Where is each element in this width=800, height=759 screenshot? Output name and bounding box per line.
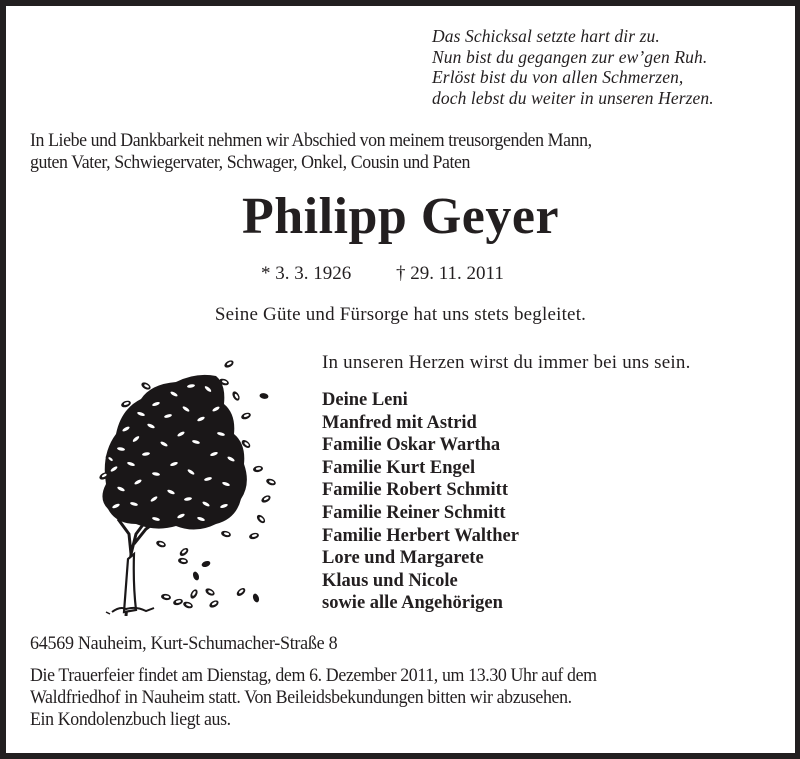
- mourner: Lore und Margarete: [322, 548, 484, 569]
- tree-with-falling-leaves-icon: [96, 354, 286, 616]
- closing-sentiment: In unseren Herzen wirst du immer bei uns sein.: [322, 352, 691, 373]
- obituary-notice: [6, 6, 795, 753]
- mourner: Klaus und Nicole: [322, 570, 458, 591]
- mourner: sowie alle Angehörigen: [322, 593, 503, 614]
- birth-date: * 3. 3. 1926: [261, 263, 352, 284]
- mourners-list: [322, 389, 519, 615]
- mourner: Familie Herbert Walther: [322, 525, 519, 546]
- life-dates: [261, 262, 504, 286]
- mourner: Manfred mit Astrid: [322, 412, 477, 433]
- mourner: Familie Robert Schmitt: [322, 480, 508, 501]
- mourner: Familie Oskar Wartha: [322, 435, 501, 456]
- intro-line: In Liebe und Dankbarkeit nehmen wir Abschied von meinem treusorgenden Mann,: [30, 130, 592, 151]
- intro-line: guten Vater, Schwiegervater, Schwager, Onkel, Cousin und Paten: [30, 152, 471, 173]
- motto-verse: [432, 26, 714, 108]
- funeral-line: Ein Kondolenzbuch liegt aus.: [30, 709, 231, 730]
- funeral-details: [30, 665, 597, 731]
- mourner: Familie Kurt Engel: [322, 457, 476, 478]
- mourner: Familie Reiner Schmitt: [322, 502, 506, 523]
- intro-text: [30, 130, 592, 174]
- deceased-name: Philipp Geyer: [241, 188, 560, 245]
- funeral-line: Waldfriedhof in Nauheim statt. Von Beileidsbekundungen bitten wir abzusehen.: [30, 687, 572, 708]
- tagline: Seine Güte und Fürsorge hat uns stets begleitet.: [214, 304, 587, 325]
- funeral-line: Die Trauerfeier findet am Dienstag, dem 6. Dezember 2011, um 13.30 Uhr auf dem: [30, 665, 597, 686]
- motto-line: doch lebst du weiter in unseren Herzen.: [432, 87, 714, 108]
- family-address: 64569 Nauheim, Kurt-Schumacher-Straße 8: [30, 633, 338, 654]
- motto-line: Erlöst bist du von allen Schmerzen,: [432, 67, 684, 87]
- mourner: Deine Leni: [322, 390, 408, 410]
- motto-line: Das Schicksal setzte hart dir zu.: [432, 26, 660, 46]
- death-date: † 29. 11. 2011: [396, 263, 504, 284]
- motto-line: Nun bist du gegangen zur ew’gen Ruh.: [432, 46, 708, 67]
